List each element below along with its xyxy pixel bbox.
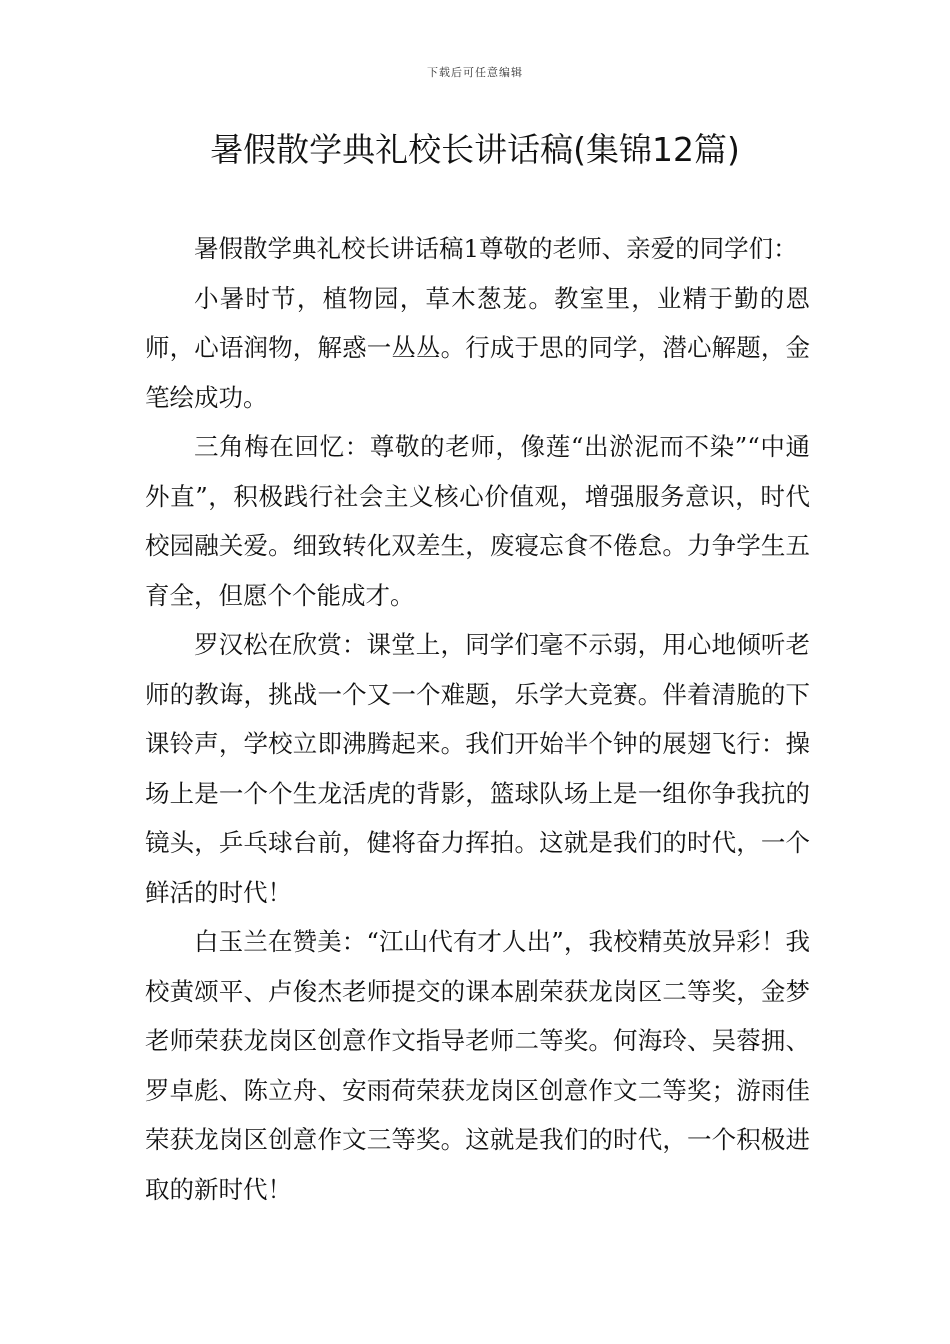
header-note: 下载后可任意编辑 xyxy=(427,66,523,79)
paragraph-2: 小暑时节，植物园，草木葱茏。教室里，业精于勤的恩师，心语润物，解惑一丛丛。行成于思的同学，潜心解题，金笔绘成功。 xyxy=(145,283,810,412)
paragraph-1: 暑假散学典礼校长讲话稿1尊敬的老师、亲爱的同学们： xyxy=(194,234,798,263)
document-title: 暑假散学典礼校长讲话稿(集锦12篇) xyxy=(210,130,740,169)
paragraph-5: 白玉兰在赞美：“江山代有才人出”，我校精英放异彩！我校黄颂平、卢俊杰老师提交的课本剧荣获龙岗区二等奖，金梦老师荣获龙岗区创意作文指导老师二等奖。何海玲、吴蓉拥、罗卓彪、陈立舟、安雨荷荣获龙岗区创意作文二等奖；游雨佳荣获龙岗区创意作文三等奖。这就是我们的时代，一个积极进取的新时代！ xyxy=(145,927,810,1204)
paragraph-3: 三角梅在回忆：尊敬的老师，像莲“出淤泥而不染”“中通外直”，积极践行社会主义核心价值观，增强服务意识，时代校园融关爱。细致转化双差生，废寝忘食不倦怠。力争学生五育全，但愿个个能成才。 xyxy=(145,432,810,610)
paragraph-4: 罗汉松在欣赏：课堂上，同学们毫不示弱，用心地倾听老师的教诲，挑战一个又一个难题，乐学大竞赛。伴着清脆的下课铃声，学校立即沸腾起来。我们开始半个钟的展翅飞行：操场上是一个个生龙活虎的背影，篮球队场上是一组你争我抗的镜头，乒乓球台前，健将奋力挥拍。这就是我们的时代，一个鲜活的时代！ xyxy=(145,630,810,907)
document-body xyxy=(145,224,810,1214)
